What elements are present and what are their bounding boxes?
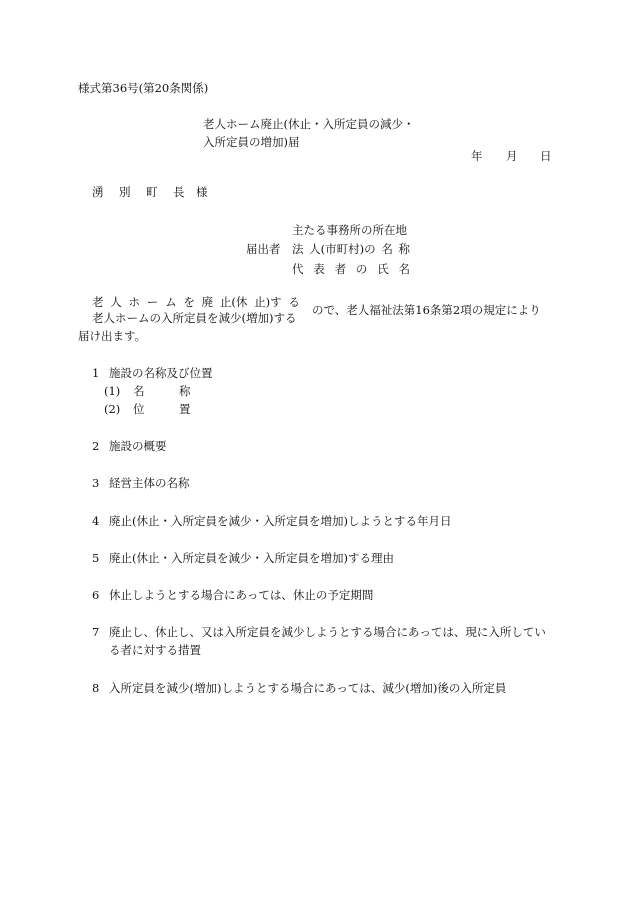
form-title-line1: 老人ホーム廃止(休止・入所定員の減少・ [203,117,415,131]
statement-continuation: ので、老人福祉法第16条第2項の規定により [312,303,541,317]
option1-char: ム [165,295,177,309]
statement-line2: 届け出ます。 [78,329,147,343]
applicant-corporation-name [292,244,410,256]
date-year-label: 年 [471,149,483,163]
item-5-number: 5 [92,551,100,565]
corp-char: 人(市町村)の [309,242,376,256]
rep-char: 氏 [377,262,389,276]
form-number: 様式第36号(第20条関係) [78,81,209,95]
item-7-number: 7 [92,625,100,639]
item-2-text: 施設の概要 [109,439,167,453]
item-7-text: 廃止し、休止し、又は入所定員を減少しようとする場合にあっては、現に入所してい [109,625,546,639]
subitem-2-label-b: 置 [179,402,191,416]
addressee-honorific: 様 [196,185,208,199]
option1-char: 廃 [201,295,214,309]
date-month-label: 月 [506,149,518,163]
subitem-1-label-b: 称 [179,384,191,398]
option1-char: 老 [92,295,104,309]
corp-char: 法 [292,242,304,256]
item-8-number: 8 [92,681,100,695]
addressee-name: 湧 別 町 長 [92,185,187,199]
item-3-number: 3 [92,476,100,490]
option1-char: 人 [110,295,122,309]
option1-char: 止(休 [219,295,248,309]
item-7-text-continued: る者に対する措置 [109,643,201,657]
subitem-2-label-a: 位 [133,402,145,416]
item-4-number: 4 [92,514,100,528]
item-1-number: 1 [92,366,100,380]
applicant-representative [292,264,410,276]
item-6-number: 6 [92,588,100,602]
option1-char: ー [146,295,159,309]
rep-char: 者 [334,262,347,276]
rep-char: の [355,262,368,276]
item-2-number: 2 [92,439,100,453]
option1-char: ホ [128,295,141,309]
subitem-1-number: (1) [104,384,121,398]
item-6-text: 休止しようとする場合にあっては、休止の予定期間 [109,588,374,602]
statement-option2: 老人ホームの入所定員を減少(増加)する [92,311,297,325]
subitem-1-label-a: 名 [133,384,145,398]
option1-char: を [183,295,195,309]
rep-char: 代 [292,262,304,276]
option1-char: 止)す [254,295,282,309]
rep-char: 名 [398,262,410,276]
item-8-text: 入所定員を減少(増加)しようとする場合にあっては、減少(増加)後の入所定員 [109,681,507,695]
item-5-text: 廃止(休止・入所定員を減少・入所定員を増加)する理由 [109,551,394,565]
corp-char: 名 [381,242,393,256]
item-3-text: 経営主体の名称 [109,476,190,490]
option1-char: る [288,295,300,309]
form-title-line2: 入所定員の増加)届 [203,135,300,149]
item-1-text: 施設の名称及び位置 [109,366,213,380]
statement-option1 [92,297,300,309]
applicant-label: 届出者 [246,242,281,256]
date-day-label: 日 [540,149,552,163]
subitem-2-number: (2) [104,402,121,416]
rep-char: 表 [313,262,325,276]
corp-char: 称 [398,242,410,256]
item-4-text: 廃止(休止・入所定員を減少・入所定員を増加)しようとする年月日 [109,514,452,528]
applicant-office-location: 主たる事務所の所在地 [292,223,407,237]
